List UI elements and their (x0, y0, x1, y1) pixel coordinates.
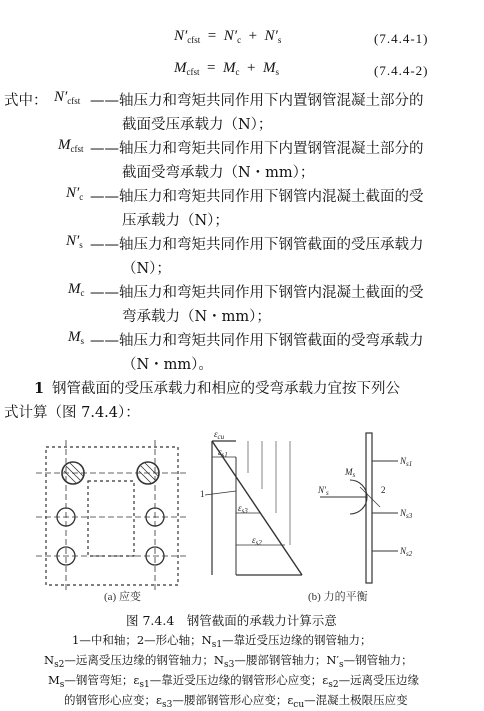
note-line-2: $N_{s2}—$远离受压边缘的钢管轴力；$N_{s3}—$腰部钢管轴力；$N'_s—$钢管轴力； (44, 653, 413, 670)
def-symbol: $M_s$ (68, 329, 85, 346)
clause-line: 钢管截面的受压承载力和相应的受弯承载力宜按下列公 (52, 381, 400, 397)
strain-labels (200, 429, 262, 547)
figure-7-4-4 (0, 425, 484, 615)
def-symbol: $M_{cfst}$ (58, 137, 84, 154)
svg-text:2: 2 (381, 485, 386, 495)
where-label: 式中： (4, 93, 48, 109)
note-line-3: $M_s—$钢管弯矩；$\varepsilon_{s1}—$靠近受压边缘的钢管形心应变；$\varepsilon_{s2}—$远离受压边缘 (48, 673, 420, 690)
def-symbol: $N'_c$ (66, 185, 84, 202)
svg-text:εcu: $\varepsilon_{cu}$ (214, 429, 225, 441)
force-diagram (320, 433, 398, 583)
note-line-4: 的钢管形心应变；$\varepsilon_{s3}—$腰部钢管形心应变；$\varepsilon_{cu}—$混凝土极限压应变 (64, 693, 408, 710)
def-line: 截面受压承载力（N）； (122, 117, 273, 133)
cross-section-diagram (36, 440, 188, 593)
def-line: ——轴压力和弯矩共同作用下钢管截面的受弯承载力 (90, 333, 424, 349)
caption-a: (a) 应变 (104, 591, 141, 603)
figure-title: 图 7.4.4 钢管截面的承载力计算示意 (126, 613, 337, 628)
strain-diagram (205, 441, 302, 575)
def-line: ——轴压力和弯矩共同作用下内置钢管混凝土部分的 (90, 141, 424, 157)
caption-b: (b) 力的平衡 (308, 591, 368, 603)
def-symbol: $N'_s$ (66, 233, 83, 250)
svg-text:Ns3: $N_{s3}$ (400, 508, 413, 520)
def-line: 截面受弯承载力（N・mm）； (122, 165, 315, 181)
def-line: ——轴压力和弯矩共同作用下内置钢管混凝土部分的 (90, 93, 424, 109)
equation-2: $M_{cfst} = M_c + M_s$ (174, 60, 279, 77)
def-line: ——轴压力和弯矩共同作用下钢管截面的受压承载力 (90, 237, 424, 253)
def-line: （N）； (122, 261, 171, 277)
def-line: 压承载力（N）； (122, 213, 229, 229)
svg-text:N′s: $N'_s$ (318, 485, 329, 497)
def-symbol: $N'_{cfst}$ (54, 89, 81, 106)
force-labels (317, 456, 413, 558)
note-line-1: 1—中和轴；2—形心轴；$N_{s1}—$靠近受压边缘的钢管轴力； (72, 633, 372, 650)
svg-text:εs1: $\varepsilon_{s1}$ (218, 447, 228, 459)
svg-text:Ms: $M_s$ (345, 467, 356, 479)
svg-text:Ns2: $N_{s2}$ (400, 546, 413, 558)
def-symbol: $M_c$ (68, 281, 85, 298)
def-line: ——轴压力和弯矩共同作用下钢管内混凝土截面的受 (90, 285, 424, 301)
clause-number: 1 (34, 380, 45, 397)
def-line: （N・mm）。 (122, 357, 213, 373)
clause-line: 式计算（图 7.4.4）： (4, 405, 140, 421)
svg-text:εs3: $\varepsilon_{s3}$ (238, 503, 248, 515)
svg-text:εs2: $\varepsilon_{s2}$ (252, 535, 262, 547)
equation-1: $N'_{cfst} = N'_c + N'_s$ (174, 28, 282, 45)
svg-text:1: 1 (200, 489, 205, 499)
equation-1-number: (7.4.4-1) (374, 31, 429, 46)
def-line: 弯承载力（N・mm）； (122, 309, 271, 325)
svg-text:Ns1: $N_{s1}$ (400, 456, 413, 468)
def-line: ——轴压力和弯矩共同作用下钢管内混凝土截面的受 (90, 189, 424, 205)
equation-2-number: (7.4.4-2) (374, 63, 429, 78)
